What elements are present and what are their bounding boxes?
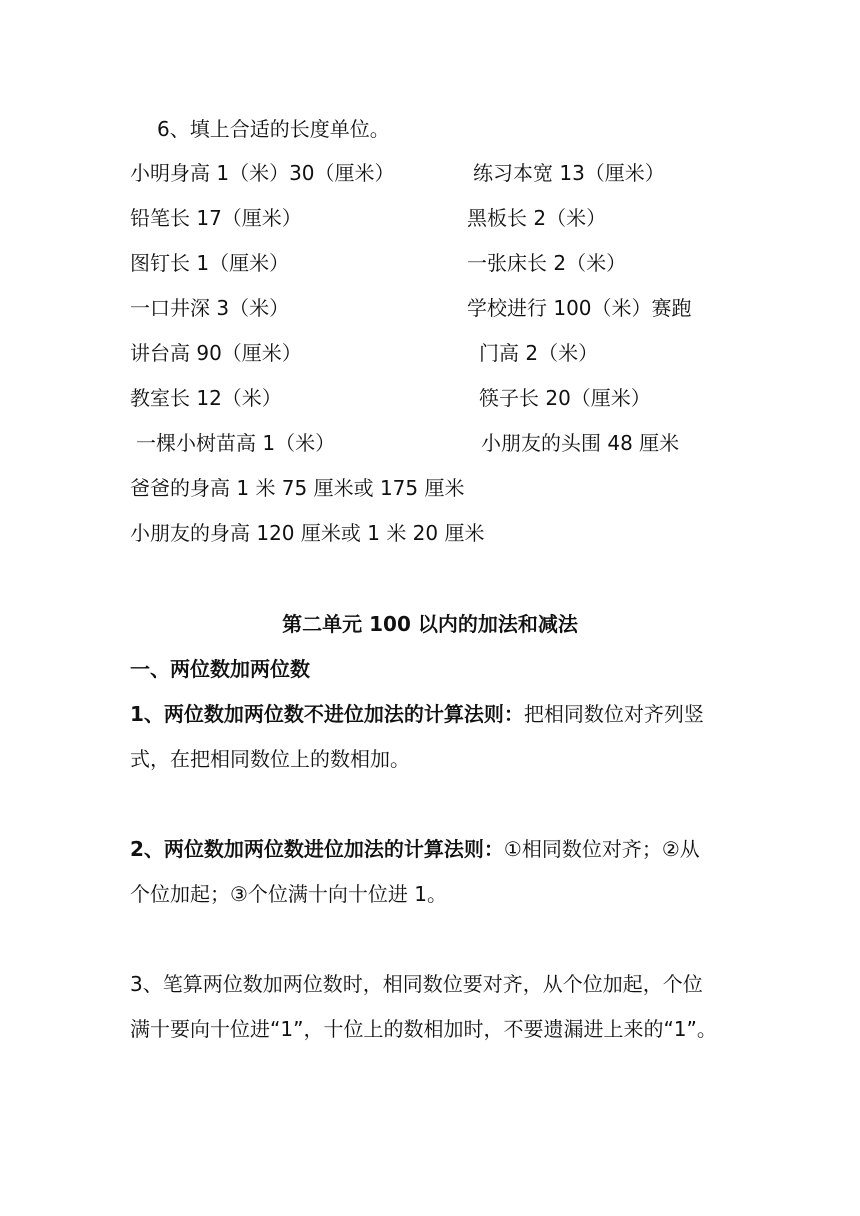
row-1-right: 练习本宽 13（厘米） (473, 161, 665, 185)
row-6-right: 筷子长 20（厘米） (479, 386, 651, 410)
row-7-right: 小朋友的头围 48 厘米 (481, 431, 680, 455)
section-6-heading: 6、填上合适的长度单位。 (157, 117, 390, 141)
part-1-heading: 一、两位数加两位数 (130, 657, 310, 681)
row-7-left: 一棵小树苗高 1（米） (136, 431, 336, 455)
row-1-left: 小明身高 1（米）30（厘米） (130, 161, 395, 185)
row-3-left: 图钉长 1（厘米） (130, 251, 290, 275)
rule-2-line-2: 个位加起；③个位满十向十位进 1。 (130, 882, 448, 906)
rule-1-text-a: 把相同数位对齐列竖 (523, 702, 704, 726)
rule-2-line-1 (130, 836, 700, 862)
rule-1-line-1 (130, 701, 704, 727)
row-3-right: 一张床长 2（米） (467, 251, 627, 275)
extra-line-2: 小朋友的身高 120 厘米或 1 米 20 厘米 (130, 521, 485, 545)
rule-1-line-2: 式，在把相同数位上的数相加。 (130, 747, 410, 771)
rule-2-text-a: ①相同数位对齐；②从 (503, 837, 700, 861)
row-2-left: 铅笔长 17（厘米） (130, 206, 302, 230)
row-2-right: 黑板长 2（米） (467, 206, 607, 230)
row-4-right: 学校进行 100（米）赛跑 (467, 296, 692, 320)
row-5-right: 门高 2（米） (479, 341, 599, 365)
extra-line-1: 爸爸的身高 1 米 75 厘米或 175 厘米 (130, 476, 465, 500)
row-4-left: 一口井深 3（米） (130, 296, 290, 320)
row-6-left: 教室长 12（米） (130, 386, 282, 410)
rule-2-title: 2、两位数加两位数进位加法的计算法则： (130, 837, 504, 861)
unit-2-title: 第二单元 100 以内的加法和减法 (282, 612, 578, 636)
rule-1-title: 1、两位数加两位数不进位加法的计算法则： (130, 702, 524, 726)
rule-3-line-2: 满十要向十位进“1”，十位上的数相加时，不要遗漏进上来的“1”。 (130, 1017, 717, 1041)
row-5-left: 讲台高 90（厘米） (130, 341, 302, 365)
rule-3-line-1: 3、笔算两位数加两位数时，相同数位要对齐，从个位加起，个位 (130, 972, 703, 996)
